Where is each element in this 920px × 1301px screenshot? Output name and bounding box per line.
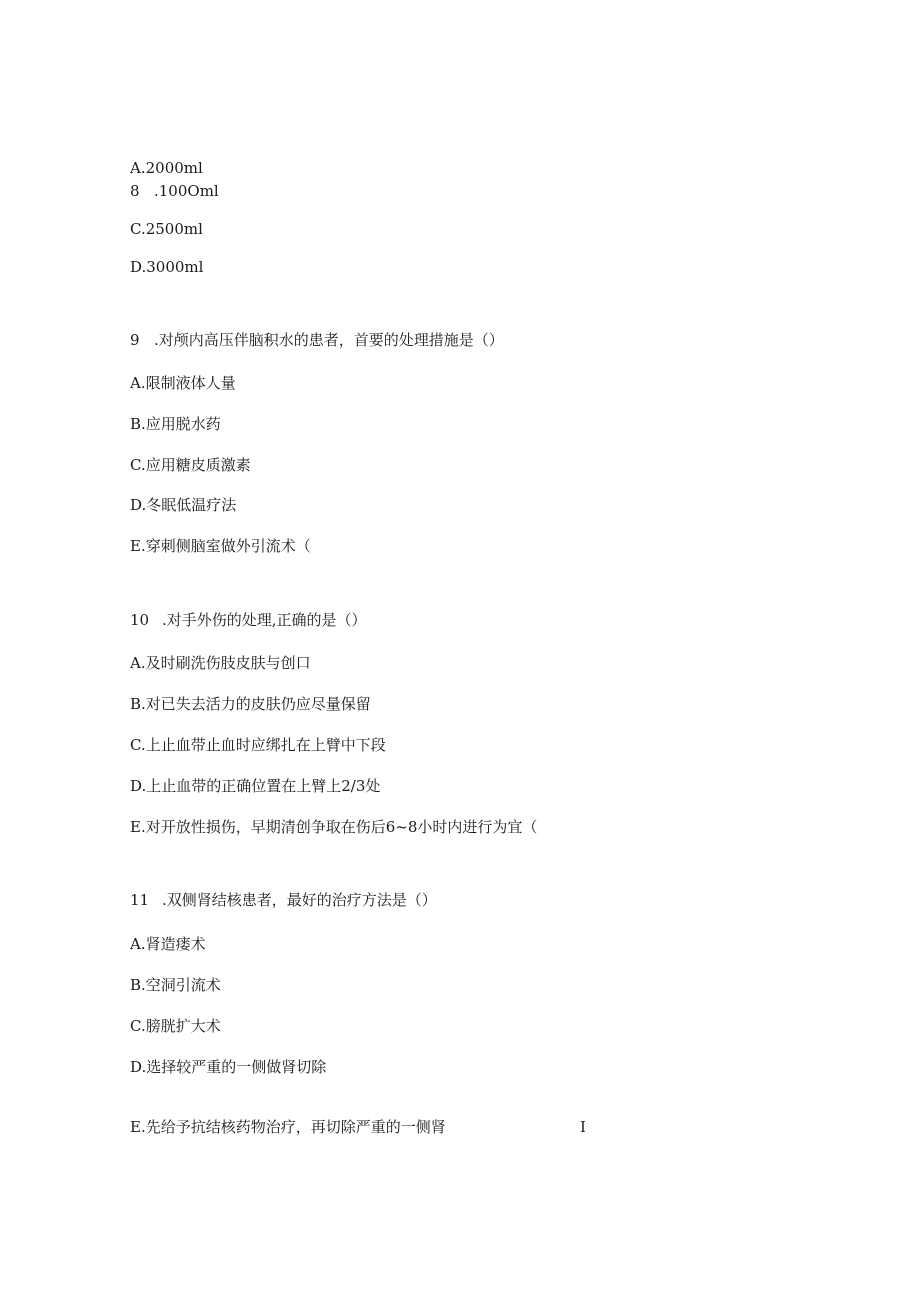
stray-mark: I [580,1118,586,1136]
q10-option-b: B.对已失去活力的皮肤仍应尽量保留 [130,695,371,713]
q9-number: 9 [130,331,140,349]
q10-option-a: A.及时刷洗伤肢皮肤与创口 [130,654,311,672]
q11-option-b: B.空洞引流术 [130,976,221,994]
q11-option-e: E.先给予抗结核药物治疗，再切除严重的一侧肾 [130,1118,446,1136]
q10-stem [130,610,367,630]
q10-option-c: C.上止血带止血时应绑扎在上臂中下段 [130,736,386,754]
q11-stem-text: .双侧肾结核患者，最好的治疗方法是（） [162,891,437,909]
q9-option-e: E.穿刺侧脑室做外引流术（ [130,537,311,555]
q11-option-d: D.选择较严重的一侧做肾切除 [130,1058,327,1076]
q8-option-a: A.2000ml [130,159,203,177]
q9-stem [130,330,504,350]
q10-option-d: D.上止血带的正确位置在上臂上2/3处 [130,777,381,795]
q9-stem-text: .对颅内高压伴脑积水的患者，首要的处理措施是（） [154,331,504,349]
q11-option-c: C.膀胱扩大术 [130,1017,221,1035]
q10-number: 10 [130,611,150,629]
q8-option-b-prefix: 8 [130,182,140,200]
q9-option-c: C.应用糖皮质激素 [130,456,251,474]
q9-option-a: A.限制液体人量 [130,374,236,392]
q11-stem [130,890,437,910]
q11-option-a: A.肾造瘘术 [130,935,206,953]
q11-number: 11 [130,891,150,909]
q8-option-c: C.2500ml [130,220,203,238]
q8-option-b-text: .100Oml [154,182,219,200]
q10-stem-text: .对手外伤的处理,正确的是（） [162,611,367,629]
q9-option-b: B.应用脱水药 [130,415,221,433]
q8-option-b [130,181,219,201]
q8-option-d: D.3000ml [130,258,204,276]
q10-option-e: E.对开放性损伤，早期清创争取在伤后6~8小时内进行为宜（ [130,818,538,836]
q9-option-d: D.冬眠低温疗法 [130,496,237,514]
